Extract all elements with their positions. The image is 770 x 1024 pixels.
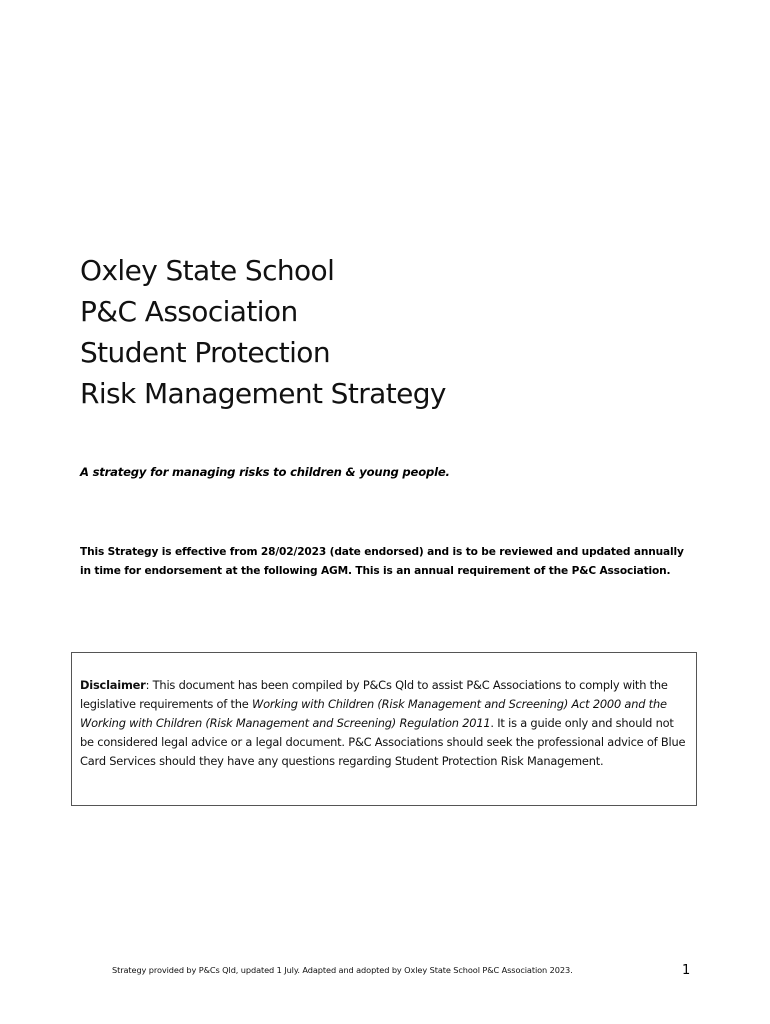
document-title	[80, 250, 680, 414]
page-number: 1	[682, 963, 691, 978]
effective-statement: This Strategy is effective from 28/02/2023 (date endorsed) and is to be reviewed and updated annually in time for endorsement at the following AGM. This is an annual requirement of the P&C Association.	[80, 546, 684, 577]
disclaimer-label: Disclaimer	[80, 678, 146, 692]
disclaimer-legislation: Working with Children (Risk Management and Screening) Act 2000 and the Working with Children (Risk Management and Screening) Regulation 2011	[80, 697, 667, 730]
page-footer: Strategy provided by P&Cs Qld, updated 1 July. Adapted and adopted by Oxley State School P&C Association 2023.	[112, 965, 573, 975]
disclaimer-text-closing: . It is a guide only and should not be considered legal advice or a legal document. P&C Associations should seek the professional advice of Blue Card Services should they have any questions regarding Student Protection Risk Management.	[80, 716, 686, 768]
document-subtitle: A strategy for managing risks to children & young people.	[80, 465, 450, 479]
disclaimer-paragraph	[80, 676, 688, 771]
disclaimer-text-intro: : This document has been compiled by P&Cs Qld to assist P&C Associations to comply with the legislative requirements of the	[80, 678, 668, 711]
title-line-topic: Student Protection	[80, 336, 330, 369]
title-line-strategy: Risk Management Strategy	[80, 377, 446, 410]
title-line-association: P&C Association	[80, 295, 298, 328]
disclaimer-box	[71, 652, 697, 806]
title-line-school: Oxley State School	[80, 254, 335, 287]
